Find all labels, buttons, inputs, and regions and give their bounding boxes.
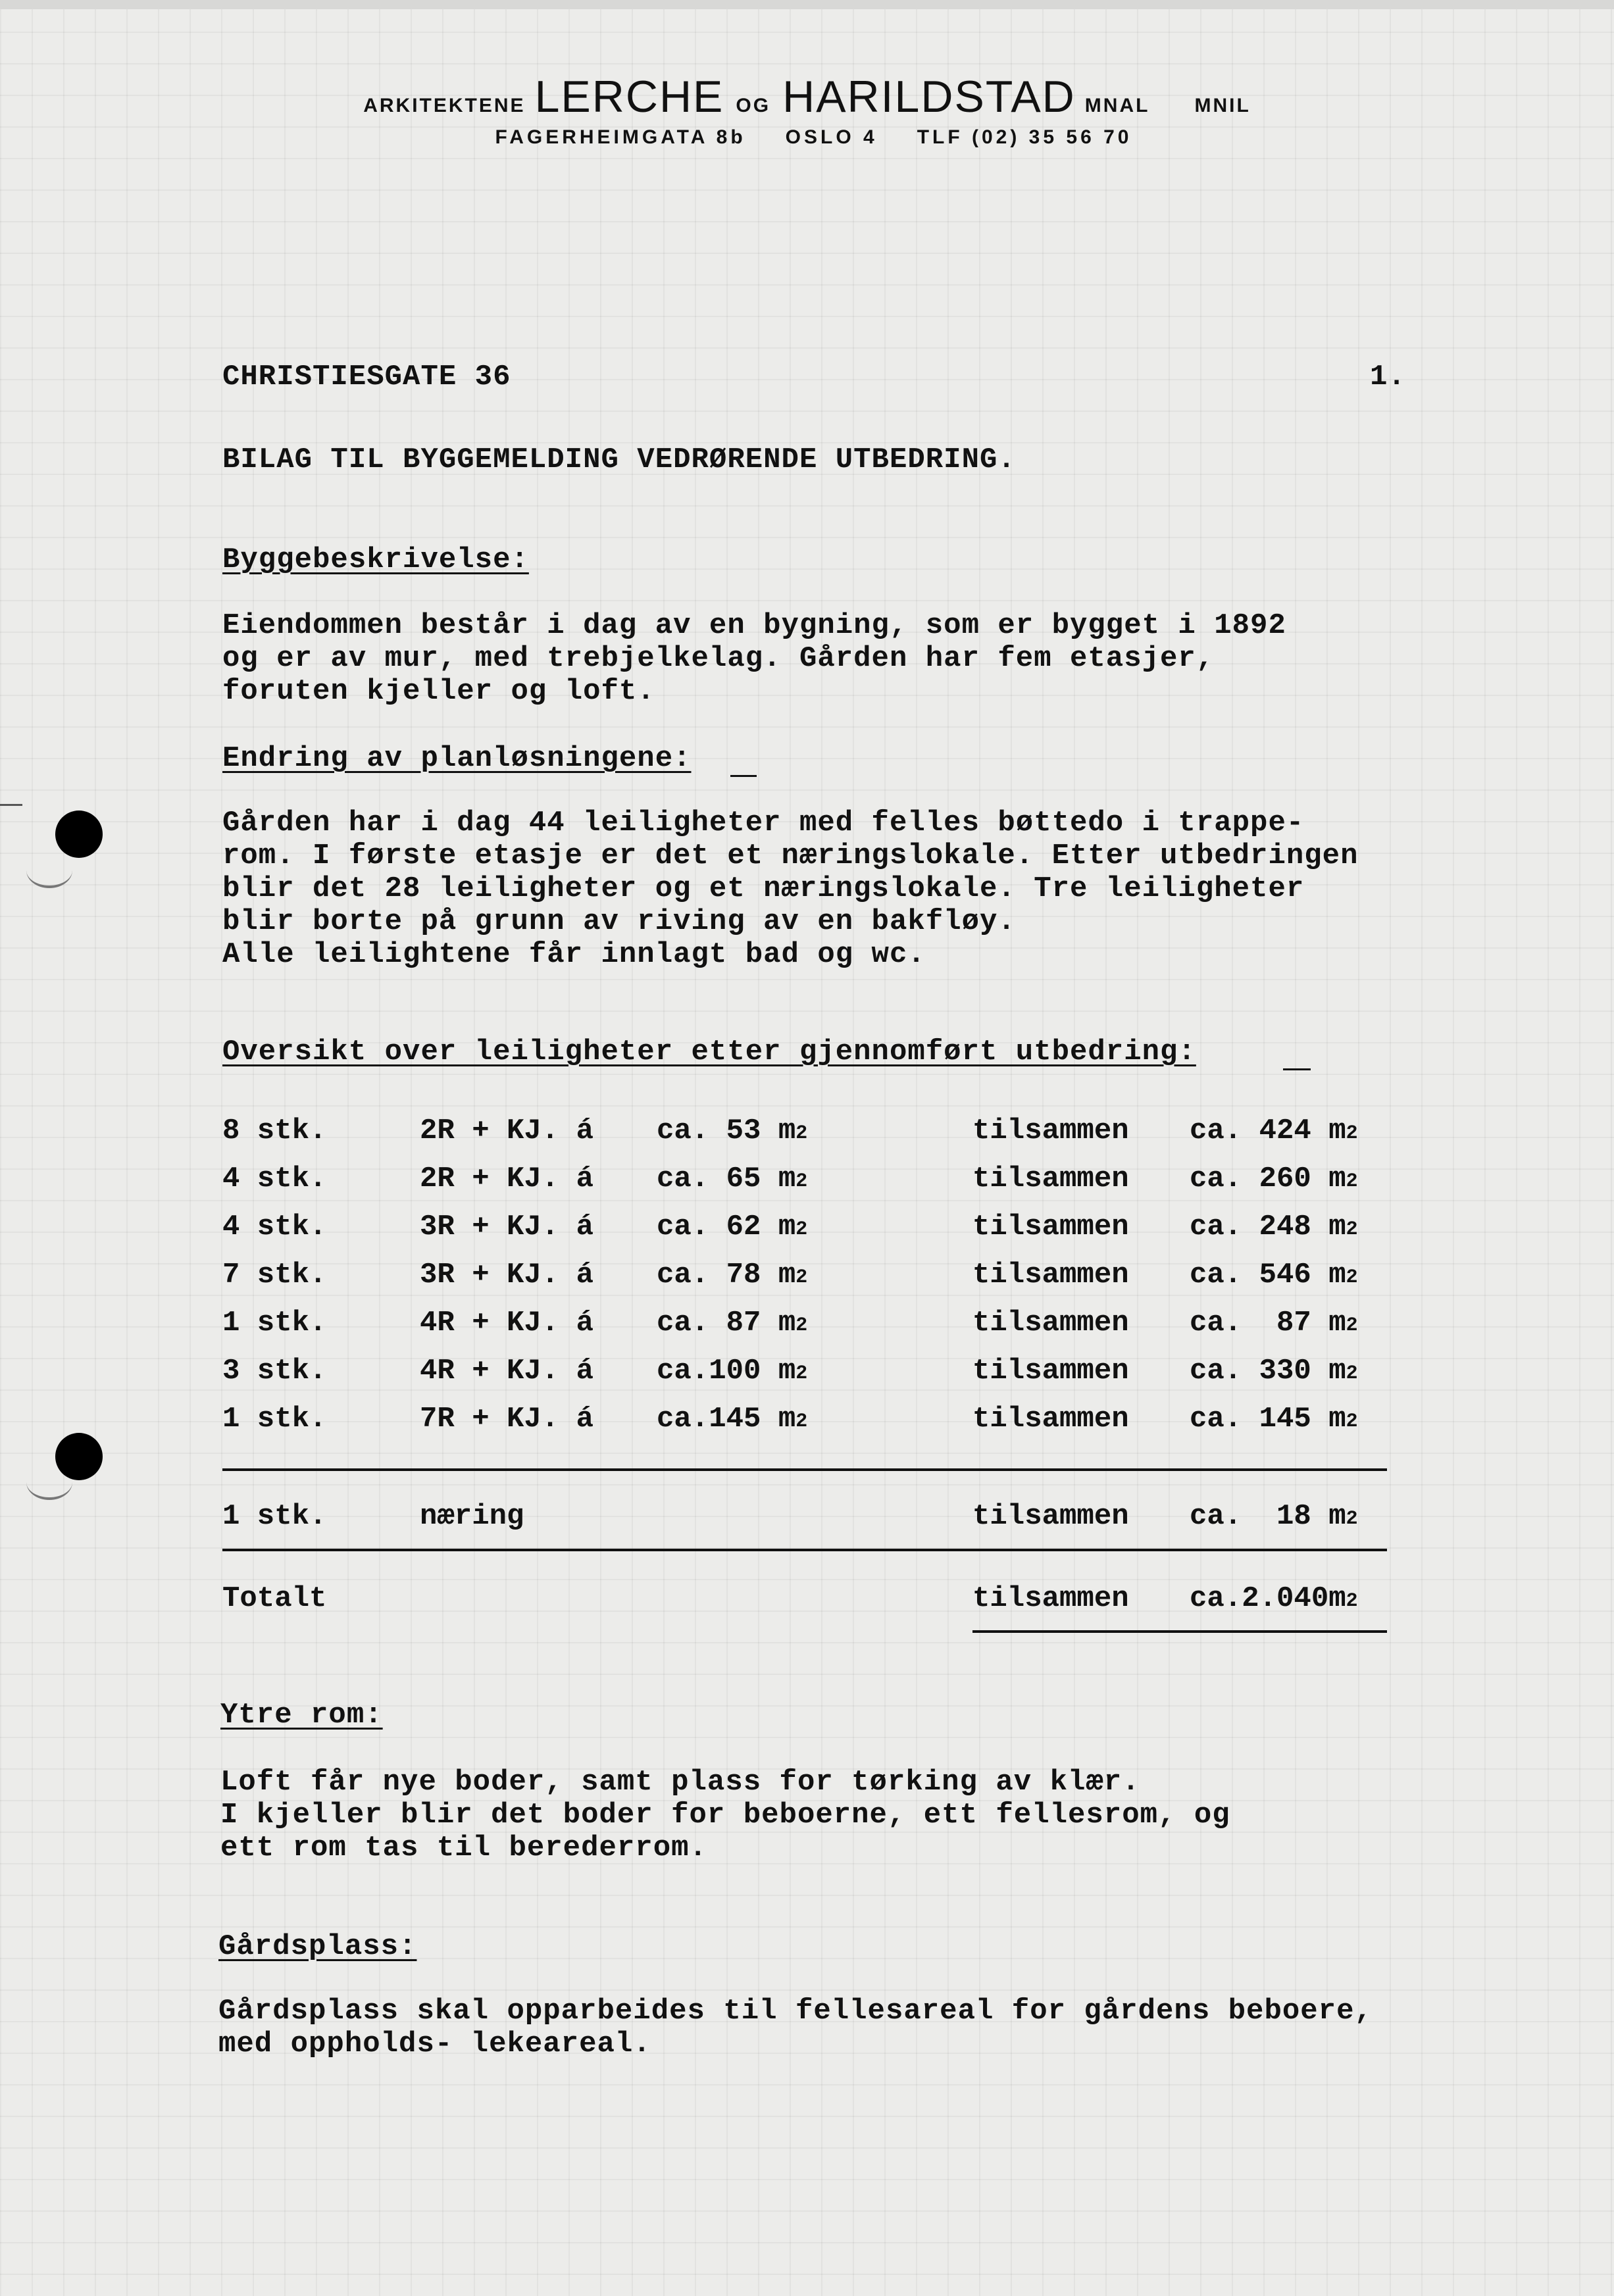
apartment-type: 2R + KJ. á [420, 1114, 594, 1147]
changes-line: Gården har i dag 44 leiligheter med felles bøttedo i trappe- [222, 807, 1305, 839]
apartment-sum: ca. 546 m2 [1190, 1259, 1358, 1291]
document-subject: BILAG TIL BYGGEMELDING VEDRØRENDE UTBEDRING. [222, 443, 1016, 476]
total-sum-label: tilsammen [972, 1582, 1129, 1615]
commercial-row [222, 1500, 1394, 1539]
apartment-row [222, 1403, 1394, 1442]
heading-underline-extension [1283, 1068, 1311, 1070]
letterhead-name-lerche: LERCHE [534, 72, 724, 122]
apartment-sum-label: tilsammen [972, 1162, 1129, 1195]
apartment-type: 3R + KJ. á [420, 1259, 594, 1291]
table-rule [222, 1468, 1387, 1471]
page-top-edge [0, 0, 1614, 9]
heading-overview: Oversikt over leiligheter etter gjennomført utbedring: [222, 1036, 1196, 1068]
margin-mark [0, 804, 22, 806]
apartment-sum: ca. 330 m2 [1190, 1355, 1358, 1387]
apartment-row [222, 1162, 1394, 1202]
total-rule [972, 1630, 1387, 1633]
property-address: CHRISTIESGATE 36 [222, 361, 511, 393]
apartment-size: ca.100 m2 [657, 1355, 808, 1387]
apartment-sum-label: tilsammen [972, 1210, 1129, 1243]
apartment-row [222, 1114, 1394, 1154]
letterhead-address-line [0, 126, 1614, 149]
heading-changes: Endring av planløsningene: [222, 742, 692, 775]
letterhead [0, 71, 1614, 149]
outer-rooms-line: ett rom tas til berederrom. [220, 1832, 707, 1864]
apartment-sum-label: tilsammen [972, 1114, 1129, 1147]
letterhead-name-harildstad: HARILDSTAD [782, 72, 1076, 122]
apartment-qty: 3 stk. [222, 1355, 327, 1387]
apartment-size: ca.145 m2 [657, 1403, 808, 1435]
total-sum: ca.2.040m2 [1190, 1582, 1358, 1615]
apartment-size: ca. 65 m2 [657, 1162, 808, 1195]
description-line: Eiendommen består i dag av en bygning, som er bygget i 1892 [222, 609, 1286, 642]
apartment-size: ca. 87 m2 [657, 1307, 808, 1339]
letterhead-suffix-mnil: MNIL [1194, 95, 1251, 116]
letterhead-prefix: ARKITEKTENE [363, 95, 526, 116]
heading-description: Byggebeskrivelse: [222, 543, 529, 576]
apartment-qty: 4 stk. [222, 1210, 327, 1243]
apartment-row [222, 1210, 1394, 1250]
description-line: og er av mur, med trebjelkelag. Gården har fem etasjer, [222, 642, 1215, 675]
outer-rooms-line: I kjeller blir det boder for beboerne, ett fellesrom, og [220, 1799, 1230, 1832]
apartment-row [222, 1307, 1394, 1346]
changes-line: rom. I første etasje er det et næringslokale. Etter utbedringen [222, 839, 1359, 872]
page-number: 1. [1370, 361, 1406, 393]
outer-rooms-line: Loft får nye boder, samt plass for tørking av klær. [220, 1766, 1140, 1799]
apartment-row [222, 1259, 1394, 1298]
apartment-sum: ca. 260 m2 [1190, 1162, 1358, 1195]
total-label: Totalt [222, 1582, 327, 1615]
changes-line: blir borte på grunn av riving av en bakfløy. [222, 905, 1016, 938]
apartment-size: ca. 62 m2 [657, 1210, 808, 1243]
apartment-qty: 1 stk. [222, 1403, 327, 1435]
commercial-qty: 1 stk. [222, 1500, 327, 1533]
apartment-row [222, 1355, 1394, 1394]
apartment-sum: ca. 87 m2 [1190, 1307, 1358, 1339]
apartment-sum-label: tilsammen [972, 1259, 1129, 1291]
heading-underline-extension [730, 775, 757, 777]
apartment-sum: ca. 145 m2 [1190, 1403, 1358, 1435]
apartment-type: 7R + KJ. á [420, 1403, 594, 1435]
yard-line: Gårdsplass skal opparbeides til fellesareal for gårdens beboere, [218, 1995, 1373, 2028]
punch-hole [55, 1433, 103, 1480]
letterhead-phone: TLF (02) 35 56 70 [917, 126, 1132, 148]
apartment-sum-label: tilsammen [972, 1403, 1129, 1435]
total-row [222, 1582, 1394, 1622]
letterhead-street: FAGERHEIMGATA 8b [495, 126, 746, 148]
commercial-sum: ca. 18 m2 [1190, 1500, 1358, 1533]
apartment-sum: ca. 248 m2 [1190, 1210, 1358, 1243]
heading-yard: Gårdsplass: [218, 1930, 417, 1963]
table-rule [222, 1549, 1387, 1551]
heading-outer-rooms: Ytre rom: [220, 1699, 383, 1732]
punch-hole [55, 811, 103, 858]
letterhead-firm-line [0, 71, 1614, 122]
letterhead-joiner: OG [736, 95, 771, 116]
yard-line: med oppholds- lekeareal. [218, 2028, 651, 2060]
letterhead-suffix-mnal: MNAL [1084, 95, 1150, 116]
commercial-sum-label: tilsammen [972, 1500, 1129, 1533]
apartment-type: 3R + KJ. á [420, 1210, 594, 1243]
apartment-qty: 4 stk. [222, 1162, 327, 1195]
apartment-type: 4R + KJ. á [420, 1307, 594, 1339]
apartment-qty: 7 stk. [222, 1259, 327, 1291]
description-line: foruten kjeller og loft. [222, 675, 655, 708]
apartment-qty: 1 stk. [222, 1307, 327, 1339]
apartment-type: 2R + KJ. á [420, 1162, 594, 1195]
apartment-qty: 8 stk. [222, 1114, 327, 1147]
commercial-type: næring [420, 1500, 524, 1533]
punch-hole-shadow [26, 853, 72, 888]
letterhead-city: OSLO 4 [785, 126, 878, 148]
changes-line: Alle leilightene får innlagt bad og wc. [222, 938, 926, 971]
apartment-sum: ca. 424 m2 [1190, 1114, 1358, 1147]
changes-line: blir det 28 leiligheter og et næringslokale. Tre leiligheter [222, 872, 1305, 905]
apartment-sum-label: tilsammen [972, 1307, 1129, 1339]
apartment-type: 4R + KJ. á [420, 1355, 594, 1387]
apartment-sum-label: tilsammen [972, 1355, 1129, 1387]
apartment-size: ca. 53 m2 [657, 1114, 808, 1147]
apartment-size: ca. 78 m2 [657, 1259, 808, 1291]
